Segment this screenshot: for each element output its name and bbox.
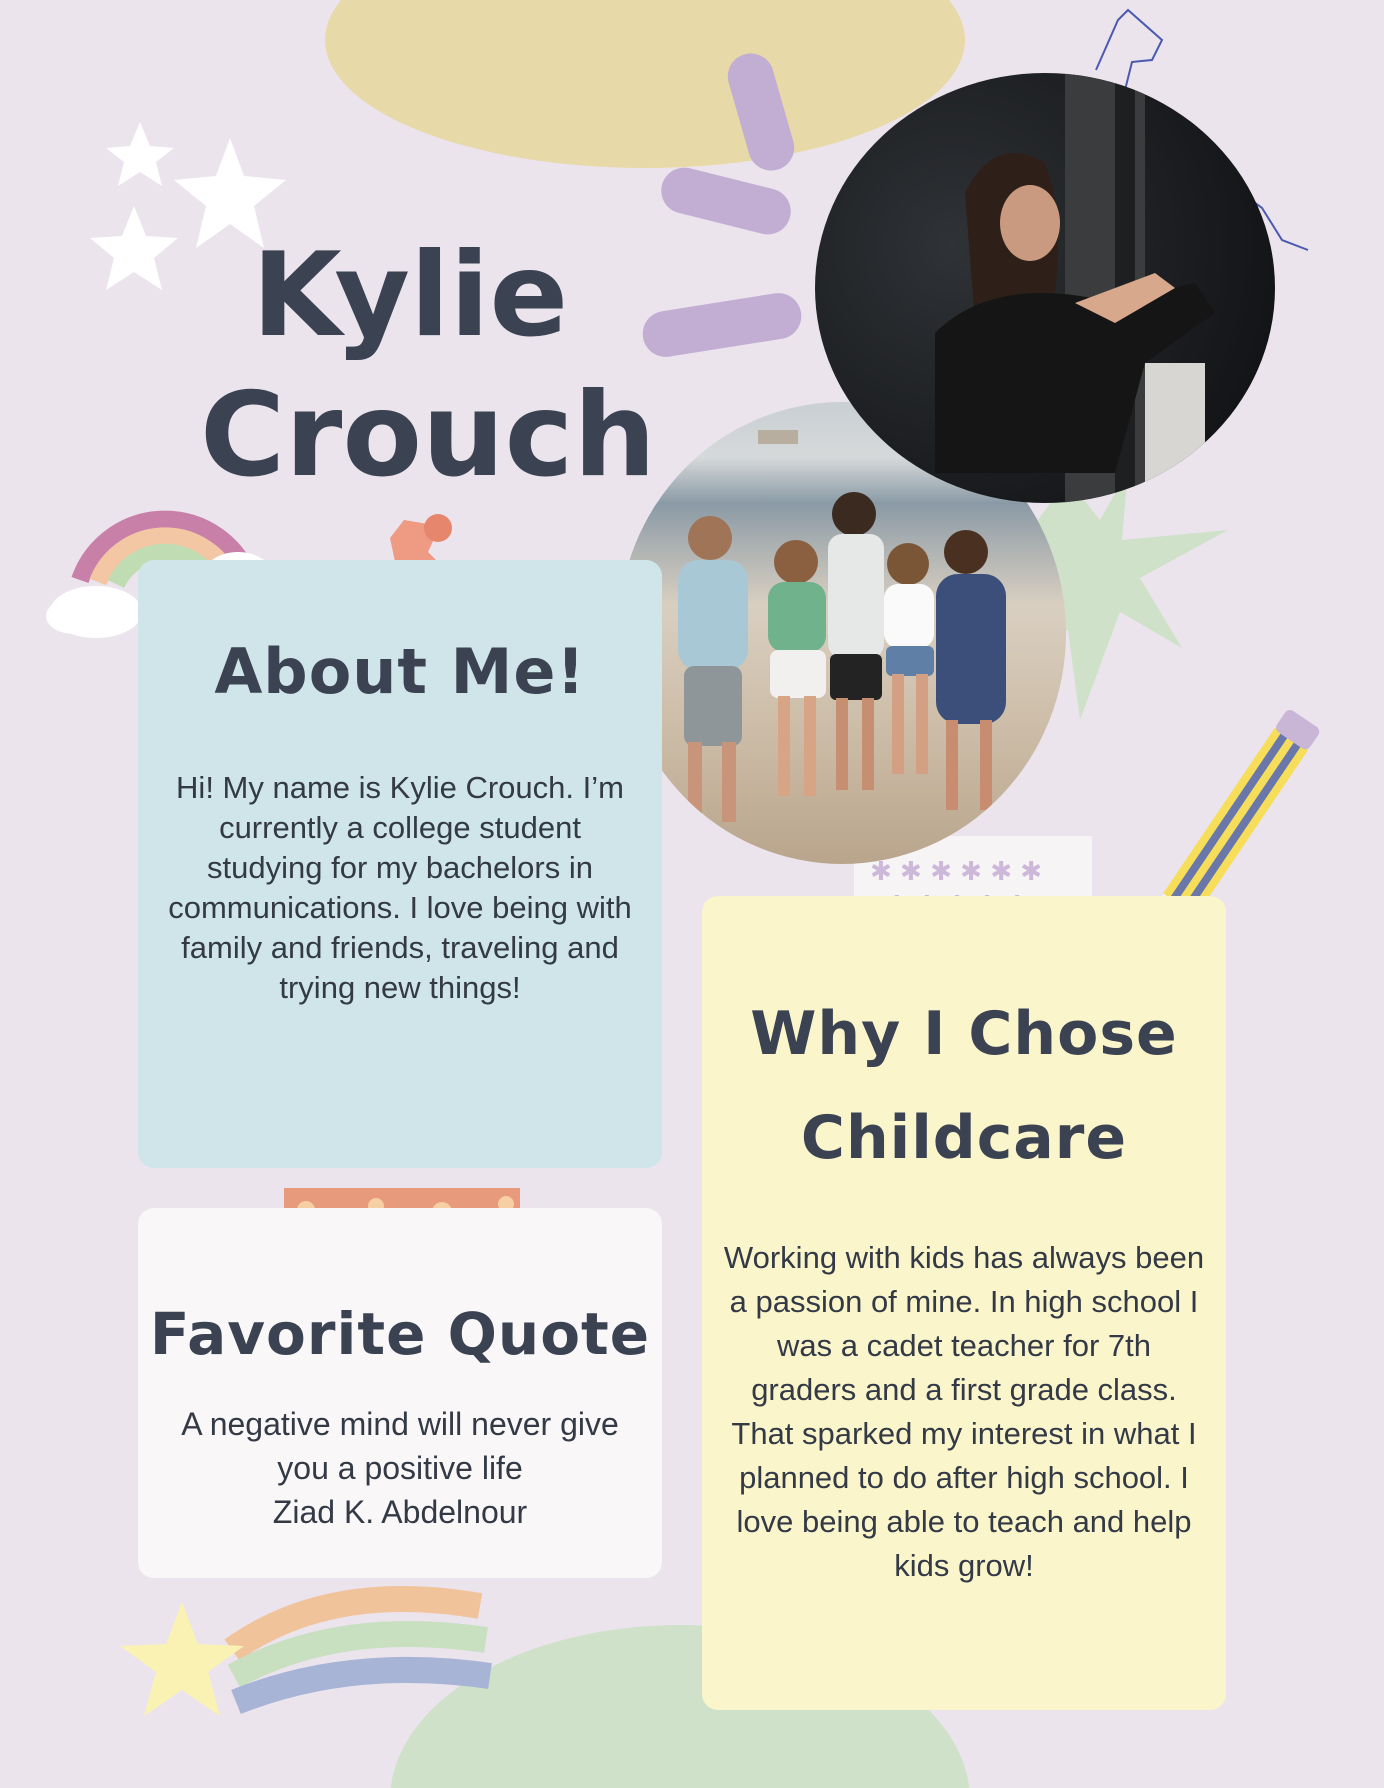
about-text: Hi! My name is Kylie Crouch. I’m currently a college student studying for my bachelors in communications. I love being with family and friends, traveling and trying new things! [168,770,632,1005]
quote-heading: Favorite Quote [149,1300,651,1368]
about-card [138,560,662,1168]
name-title [200,226,656,506]
first-name: Kylie [251,228,569,363]
lavender-stroke-3 [639,290,804,360]
why-text: Working with kids has always been a passion of mine. In high school I was a cadet teacher for 7th graders and a first grade class. That sparked my interest in what I planned to do after high school. I love being able to teach and help kids grow! [723,1240,1205,1583]
quote-line-2: you a positive life [277,1450,523,1486]
shooting-star-icon [120,1599,490,1716]
quote-author: Ziad K. Abdelnour [272,1494,528,1530]
quote-card [138,1208,662,1578]
svg-text:✱ ✱ ✱ ✱ ✱ ✱: ✱ ✱ ✱ ✱ ✱ ✱ [870,857,1043,887]
portrait-photo [815,73,1275,503]
why-card [702,896,1226,1710]
star-small-icon [106,122,174,186]
last-name: Crouch [200,368,656,503]
quote-line-1: A negative mind will never give [181,1406,619,1442]
star-medium-icon [90,206,178,290]
why-heading-line-2: Childcare [800,1103,1128,1173]
lavender-stroke-2 [656,163,795,240]
about-heading: About Me! [214,635,586,708]
portrait-figure [815,73,1275,503]
why-heading-line-1: Why I Chose [750,999,1178,1069]
yellow-blob [325,0,965,168]
